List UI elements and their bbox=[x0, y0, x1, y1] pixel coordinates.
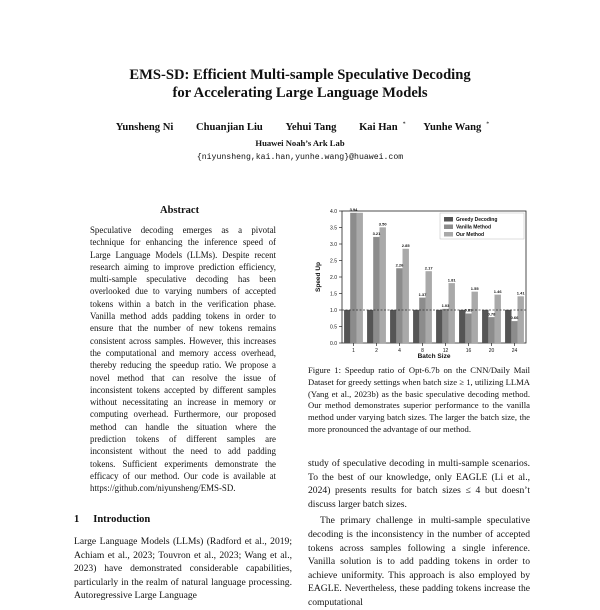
y-tick-label: 3.5 bbox=[330, 225, 337, 232]
right-column-body bbox=[308, 457, 530, 610]
data-label: 1.81 bbox=[447, 277, 456, 283]
data-label: 1.55 bbox=[470, 285, 479, 291]
author: Kai Han * bbox=[359, 121, 406, 133]
bar bbox=[472, 292, 478, 343]
y-tick-label: 1.5 bbox=[330, 291, 337, 298]
bar bbox=[350, 213, 356, 343]
abstract-text: Speculative decoding emerges as a pivotal technique for enhancing the inference speed of Large Language Models (LLMs). Despite recent research aiming to improve prediction efficiency, multi-sample speculative decoding has been overlooked due to varying numbers of accepted tokens within a batch in the verification phase. Vanilla method adds padding tokens in order to ensure that the number of new tokens remains consistent across samples. However, this increases the computational and memory access overhead, thereby reducing the speedup ratio. We propose a novel method that can resolve the issue of inconsistent tokens accepted by different samples without necessitating an increase in memory or computing overhead. Furthermore, our proposed method can handle the situation where the prediction tokens of different samples are inconsistent without the need to add padding tokens. Sufficient experiments demonstrate the efficacy of our method. Our code is available at https://github.com/niyunsheng/EMS-SD. bbox=[90, 225, 276, 494]
data-label: 0.89 bbox=[464, 307, 473, 313]
data-label: 1.03 bbox=[441, 303, 450, 309]
x-axis-label: Batch Size bbox=[417, 353, 451, 360]
y-tick-label: 2.0 bbox=[330, 275, 337, 281]
bar bbox=[449, 283, 455, 343]
x-tick-label: 8 bbox=[421, 348, 424, 354]
bar bbox=[511, 321, 517, 343]
bar bbox=[367, 310, 373, 343]
paper-title-line-1: EMS-SD: Efficient Multi-sample Speculative Decoding bbox=[129, 67, 471, 83]
bar bbox=[495, 295, 501, 343]
speedup-bar-chart bbox=[308, 205, 530, 363]
section-title: Introduction bbox=[93, 514, 151, 525]
section-number: 1 bbox=[74, 514, 80, 525]
author-emails: {niyunsheng,kai.han,yunhe.wang}@huawei.com bbox=[196, 153, 404, 162]
data-label: 3.21 bbox=[372, 231, 381, 237]
data-label: 0.66 bbox=[510, 315, 519, 321]
x-tick-label: 12 bbox=[442, 348, 449, 354]
author: Yunhe Wang * bbox=[423, 121, 490, 133]
abstract-heading: Abstract bbox=[160, 205, 200, 216]
legend-swatch bbox=[444, 232, 453, 237]
y-tick-label: 2.5 bbox=[330, 258, 337, 265]
data-label: 3.50 bbox=[378, 221, 387, 227]
bar bbox=[357, 213, 363, 343]
paragraph: The primary challenge in multi-sample speculative decoding is the inconsistency in the number of accepted tokens across samples following a single inference. Vanilla solution is to add padding tokens in order to achieve uniformity. This approach is also employed by EAGLE. Nevertheless, these padding tokens increase the computational bbox=[308, 515, 530, 608]
affiliation: Huawei Noah’s Ark Lab bbox=[255, 138, 345, 148]
author: Yehui Tang bbox=[285, 121, 337, 133]
legend-label: Greedy Decoding bbox=[456, 217, 498, 224]
y-axis-label: Speed Up bbox=[315, 262, 322, 292]
bar bbox=[518, 296, 524, 343]
bar bbox=[380, 228, 386, 344]
x-tick-label: 16 bbox=[465, 348, 472, 354]
introduction-text: Large Language Models (LLMs) (Radford et al., 2019; Achiam et al., 2023; Touvron et al., 2023; Wang et al., 2023) have demonstrated considerable capabilities, particularly in the realm of natural language processing. Autoregressive Large Language bbox=[74, 536, 292, 602]
bar bbox=[442, 309, 448, 343]
figure-1-caption: Figure 1: Speedup ratio of Opt-6.7b on the CNN/Daily Mail Dataset for greedy settings when batch size ≥ 1, utilizing LLMA (Yang et al., 2023b) as the basic speculative decoding method. Our method demonstrates superior performance to the vanilla method under varying batch sizes. The larger the batch size, the more pronounced the advantage of our method. bbox=[308, 365, 530, 434]
author: Chuanjian Liu bbox=[195, 121, 263, 133]
data-label: 2.85 bbox=[401, 242, 410, 248]
paper-title-line-2: for Accelerating Large Language Models bbox=[172, 85, 428, 101]
data-label: 3.94 bbox=[349, 206, 358, 212]
data-label: 1.46 bbox=[493, 288, 502, 294]
bar bbox=[488, 317, 494, 343]
author: Yunsheng Ni bbox=[115, 121, 174, 133]
y-tick-label: 3.0 bbox=[330, 242, 337, 248]
section-heading-introduction bbox=[74, 514, 150, 525]
data-label: 1.37 bbox=[418, 291, 427, 297]
author-list bbox=[0, 121, 600, 133]
bar bbox=[390, 310, 396, 343]
y-tick-label: 4.0 bbox=[330, 209, 337, 215]
bar bbox=[344, 310, 350, 343]
x-tick-label: 20 bbox=[488, 348, 495, 354]
figure-1 bbox=[308, 205, 530, 363]
legend-label: Our Method bbox=[456, 232, 485, 239]
y-tick-label: 1.0 bbox=[330, 308, 337, 314]
data-label: 2.26 bbox=[395, 262, 404, 268]
bar bbox=[426, 271, 432, 343]
x-tick-label: 2 bbox=[375, 348, 378, 354]
data-label: 0.78 bbox=[487, 311, 496, 317]
paragraph: study of speculative decoding in multi-sample scenarios. To the best of our knowledge, only EAGLE (Li et al., 2024) presents results for batch sizes ≤ 4 but doesn’t discuss larger batch sizes. bbox=[308, 458, 530, 510]
bar bbox=[413, 310, 419, 343]
data-label: 2.17 bbox=[424, 265, 433, 271]
x-tick-label: 24 bbox=[511, 348, 518, 354]
x-tick-label: 1 bbox=[352, 348, 355, 354]
bar bbox=[396, 268, 402, 343]
legend-swatch bbox=[444, 225, 453, 230]
y-tick-label: 0.5 bbox=[330, 324, 337, 331]
x-tick-label: 4 bbox=[398, 348, 401, 354]
bar bbox=[465, 314, 471, 343]
bar bbox=[373, 237, 379, 343]
bar bbox=[459, 310, 465, 343]
bar bbox=[403, 249, 409, 343]
bar bbox=[419, 298, 425, 343]
legend-swatch bbox=[444, 217, 453, 222]
legend-label: Vanilla Method bbox=[456, 224, 492, 231]
bar bbox=[436, 310, 442, 343]
y-tick-label: 0.0 bbox=[330, 341, 337, 347]
data-label: 1.41 bbox=[516, 290, 525, 296]
